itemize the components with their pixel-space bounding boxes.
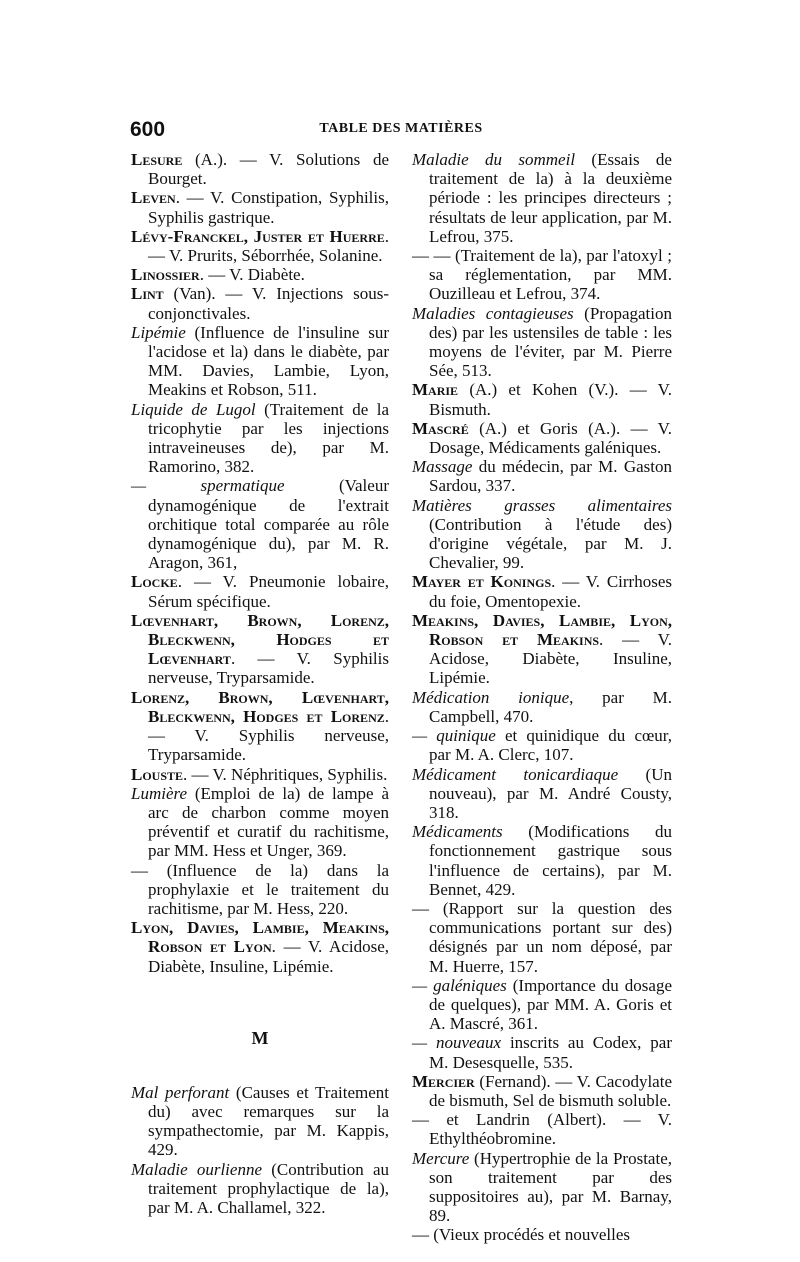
entry-heading: Locke — [131, 572, 178, 592]
index-entry — [412, 380, 672, 418]
entry-text: (Modifications du fonctionnement gastrique sous l'influence de certains), par M. Bennet, 429. — [429, 822, 672, 899]
index-entry — [412, 304, 672, 381]
index-entry — [131, 400, 389, 477]
index-entry — [131, 765, 389, 784]
entry-heading: Louste — [131, 764, 184, 784]
entry-text: . — V. Syphilis nerveuse, Tryparsamide. — [148, 706, 389, 765]
entry-text: (Valeur dynamogénique de l'extrait orchitique total comparée au rôle dynamogénique du), par M. R. Aragon, 361, — [148, 476, 389, 573]
index-entry — [412, 150, 672, 246]
entry-heading: Lesure — [131, 150, 183, 169]
entry-text: . — V. Acidose, Diabète, Insuline, Lipémie. — [429, 630, 673, 688]
entry-heading: Marie — [412, 380, 459, 400]
index-entry — [131, 918, 389, 976]
index-entry — [412, 1225, 672, 1244]
entry-text: . — V. Diabète. — [199, 265, 305, 285]
left-column — [131, 150, 389, 1217]
index-entry — [131, 861, 389, 919]
entry-heading: Matières grasses alimentaires — [412, 495, 672, 515]
index-entry — [412, 765, 672, 823]
section-letter: M — [251, 1027, 269, 1048]
index-entry — [131, 688, 389, 765]
entry-heading: Mercier — [412, 1071, 475, 1091]
right-entries — [412, 150, 672, 1245]
entry-heading: Lévy-Franckel, Juster et Huerre — [131, 226, 385, 246]
entry-text: (A.) et Kohen (V.). — V. Bismuth. — [429, 380, 672, 419]
index-entry — [412, 496, 672, 573]
entry-text: (Causes et Traitement du) avec remarques sur la sympathectomie, par M. Kappis, 429. — [148, 1082, 389, 1160]
entry-text: (Contribution à l'étude des) d'origine végétale, par M. J. Chevalier, 99. — [429, 514, 672, 573]
entry-text: — (Vieux procédés et nouvelles — [412, 1225, 631, 1245]
entry-text: . — V. Prurits, Séborrhée, Solanine. — [148, 226, 389, 266]
entry-text: — (Influence de la) dans la prophylaxie et le traitement du rachitisme, par M. Hess, 220. — [131, 860, 389, 918]
index-entry — [131, 572, 389, 610]
index-entry — [412, 976, 672, 1034]
running-title: TABLE DES MATIÈRES — [319, 121, 483, 136]
entry-text: et quinidique du cœur, par M. A. Clerc, 107. — [429, 726, 672, 765]
entry-heading: Mercure — [412, 1148, 470, 1168]
entry-text: (Traitement de la tricophytie par les injections intraveineuses de), par M. Ramorino, 382. — [148, 399, 390, 477]
entry-text: (Emploi de la) de lampe à arc de charbon comme moyen préventif et curatif du rachitisme, par MM. Hess et Unger, 369. — [148, 783, 389, 861]
entry-heading: Mayer et Konings — [412, 572, 552, 592]
entry-heading: — spermatique — [131, 476, 285, 496]
index-entry — [131, 1160, 389, 1218]
entry-text: , par M. Campbell, 470. — [429, 687, 672, 726]
entry-text: . — V. Acidose, Diabète, Insuline, Lipémie. — [148, 937, 390, 976]
entry-text: — et Landrin (Albert). — V. Ethylthéobromine. — [412, 1110, 672, 1149]
entry-text: (Contribution au traitement prophylactique de la), par M. A. Challamel, 322. — [148, 1159, 389, 1217]
index-entry — [131, 150, 389, 188]
entry-heading: Mascré — [412, 418, 469, 438]
entry-heading: Leven — [131, 188, 176, 208]
entry-heading: Maladies contagieuses — [412, 303, 574, 323]
index-entry — [412, 572, 672, 610]
index-entry — [131, 284, 389, 322]
index-entry — [412, 419, 672, 457]
index-entry — [412, 822, 672, 899]
entry-text: . — V. Cirrhoses du foie, Omentopexie. — [429, 572, 672, 611]
index-entry — [131, 265, 389, 284]
index-entry — [412, 1072, 672, 1110]
entry-text: (Influence de l'insuline sur l'acidose et la) dans le diabète, par MM. Davies, Lambie, Lyon, Meakins et Robson, 511. — [148, 322, 389, 400]
entry-heading: Médicament tonicardiaque — [412, 764, 619, 784]
entry-text: . — V. Néphritiques, Syphilis. — [183, 764, 388, 784]
entry-text: (A.). — V. Solutions de Bourget. — [148, 150, 389, 189]
index-entry — [412, 246, 672, 304]
entry-text: — — (Traitement de la), par l'atoxyl ; sa réglementation, par MM. Ouzilleau et Lefrou, 374. — [412, 246, 672, 304]
entry-heading: Lyon, Davies, Lambie, Meakins, Robson et Lyon — [131, 918, 389, 957]
entry-heading: Lorenz, Brown, Lœvenhart, Bleckwenn, Hodges et Lorenz — [131, 687, 389, 726]
index-entry — [412, 726, 672, 764]
entry-text: (Hypertrophie de la Prostate, son traitement par des suppositoires au), par M. Barnay, 89. — [429, 1148, 672, 1226]
index-entry — [412, 611, 672, 688]
entry-heading: Meakins, Davies, Lambie, Lyon, Robson et Meakins — [412, 610, 672, 650]
index-entry — [412, 899, 672, 976]
entry-text: (Propagation des) par les ustensiles de table : les moyens de l'éviter, par M. Pierre Sée, 513. — [429, 303, 672, 381]
entry-heading: — nouveaux — [412, 1033, 502, 1053]
index-entry — [412, 1149, 672, 1226]
entry-heading: Lint — [131, 284, 164, 304]
entry-text: (Importance du dosage de quelques), par MM. A. Goris et A. Mascré, 361. — [429, 975, 672, 1034]
entry-text: . — V. Constipation, Syphilis, Syphilis gastrique. — [148, 188, 389, 227]
entry-heading: Liquide de Lugol — [131, 399, 256, 419]
index-entry — [131, 1083, 389, 1160]
left-entries — [131, 150, 389, 976]
entry-text: (Un nouveau), par M. André Cousty, 318. — [429, 764, 672, 822]
page-number: 600 — [130, 118, 166, 141]
entry-text: (A.) et Goris (A.). — V. Dosage, Médicaments galéniques. — [429, 418, 672, 458]
index-entry — [412, 1033, 672, 1071]
entry-text: inscrits au Codex, par M. Desesquelle, 535. — [429, 1033, 672, 1072]
index-entry — [131, 188, 389, 226]
entry-heading: Lumière — [131, 783, 188, 803]
right-column — [412, 150, 672, 1245]
entry-heading: — galéniques — [412, 975, 507, 995]
index-entry — [131, 476, 389, 572]
index-entry — [131, 227, 389, 265]
left-entries-after — [131, 1083, 389, 1217]
entry-heading: Lipémie — [131, 322, 186, 342]
entry-heading: Maladie ourlienne — [131, 1159, 262, 1179]
entry-text: . — V. Pneumonie lobaire, Sérum spécifique. — [148, 572, 389, 611]
entry-text: . — V. Syphilis nerveuse, Tryparsamide. — [148, 649, 389, 688]
entry-heading: Linossier — [131, 265, 200, 285]
index-entry — [131, 784, 389, 861]
entry-heading: — quinique — [412, 726, 496, 746]
page-header — [130, 118, 672, 142]
index-entry — [412, 457, 672, 495]
entry-heading: Médication ionique — [412, 687, 570, 707]
entry-text: (Essais de traitement de la) à la deuxième période : les principes directeurs ; résultats de leur application, par M. Lefrou, 375. — [429, 150, 672, 246]
entry-heading: Maladie du sommeil — [412, 150, 576, 169]
entry-text: (Fernand). — V. Cacodylate de bismuth, Sel de bismuth soluble. — [429, 1071, 672, 1110]
index-entry — [412, 688, 672, 726]
entry-heading: Massage — [412, 457, 473, 477]
entry-heading: Lœvenhart, Brown, Lorenz, Bleckwenn, Hodges et Lœvenhart — [131, 610, 389, 669]
index-entry — [131, 323, 389, 400]
entry-heading: Médicaments — [412, 822, 503, 842]
index-entry — [412, 1110, 672, 1148]
index-entry — [131, 611, 389, 688]
entry-text: — (Rapport sur la question des communications portant sur des) désignés par un nom déposé, par M. Huerre, 157. — [412, 898, 672, 976]
entry-text: du médecin, par M. Gaston Sardou, 337. — [429, 457, 672, 496]
entry-heading: Mal perforant — [131, 1082, 230, 1102]
entry-text: (Van). — V. Injections sous-conjonctivales. — [148, 284, 389, 323]
